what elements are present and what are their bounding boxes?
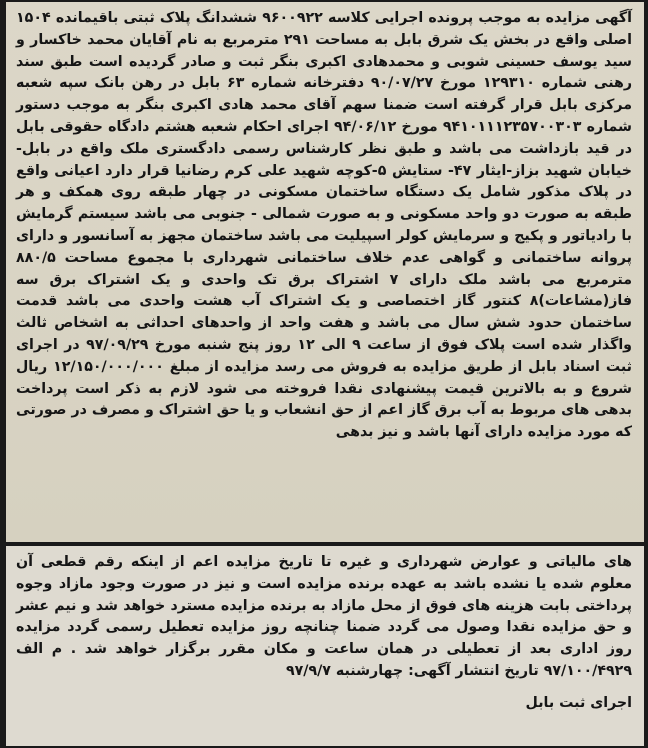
notice-clip-bottom (6, 546, 644, 746)
notice-body-bottom: های مالیاتی و عوارض شهرداری و غیره تا تاریخ مزایده اعم از اینکه رقم قطعی آن معلوم شده یا نشده باشد به عهده برنده مزایده است و نیز در صورت وجود مازاد وجوه پرداختی بابت هزینه های فوق از محل مازاد به برنده مزایده مسترد خواهد شد و نیم عشر و حق مزایده نقدا وصول می گردد ضمنا چنانچه روز مزایده تعطیل رسمی گردد مزایده روز اداری بعد از تعطیلی در همان ساعت و مکان مقرر برگزار خواهد شد . م الف ۹۷/۱۰۰/۴۹۲۹ تاریخ انتشار آگهی: چهارشنبه ۹۷/۹/۷ (16, 554, 632, 679)
notice-signature: اجرای ثبت بابل (525, 694, 632, 711)
notice-body-top: آگهی مزایده به موجب پرونده اجرایی کلاسه ۹۶۰۰۹۲۲ ششدانگ پلاک ثبتی باقیمانده ۱۵۰۴ اصلی واقع در بخش یک شرق بابل به مساحت ۲۹۱ مترمربع به نام آقایان محمد خاکسار و سید یوسف حسینی شوبی و محمدهادی اکبری بنگر ثبت و صادر گردیده است طبق سند رهنی شماره ۱۲۹۳۱۰ مورخ ۹۰/۰۷/۲۷ دفترخانه شماره ۶۳ بابل در رهن بانک سپه شعبه مرکزی بابل قرار گرفته است ضمنا سهم آقای محمد هادی اکبری بنگر به موجب دستور شماره ۹۴۱۰۱۱۱۲۳۵۷۰۰۳۰۳ مورخ ۹۴/۰۶/۱۲ اجرای احکام شعبه هشتم دادگاه حقوقی بابل در قید بازداشت می باشد و طبق نظر کارشناس رسمی دادگستری ملک واقع در بابل- خیابان شهید بزاز-ایثار ۴۷- ستایش ۵-کوچه شهید علی کرم رضانیا قرار دارد اعیانی واقع در پلاک مذکور شامل یک دستگاه ساختمان مسکونی در چهار طبقه روی همکف و هر طبقه به صورت دو واحد مسکونی و به صورت شمالی - جنوبی می باشد سیستم گرمایش با رادیاتور و پکیج و سرمایش کولر اسپیلیت می باشد ساختمان مجهز به آسانسور و دارای پروانه ساختمانی و گواهی عدم خلاف ساختمانی شهرداری با مجموع مساحت ۸۸۰/۵ مترمربع می باشد ملک دارای ۷ اشتراک برق تک واحدی و یک اشتراک برق سه فاز(مشاعات)۸ کنتور گاز اختصاصی و یک اشتراک آب هشت واحدی می باشد قدمت ساختمان حدود شش سال می باشد و هفت واحد از واحدهای احداثی به اشخاص ثالث واگذار شده است پلاک فوق از ساعت ۹ الی ۱۲ روز پنج شنبه مورخ ۹۷/۰۹/۲۹ در اجرای ثبت اسناد بابل از طریق مزایده به فروش می رسد مزایده از مبلغ ۱۲/۱۵۰/۰۰۰/۰۰۰ ریال شروع و به بالاترین قیمت پیشنهادی نقدا فروخته می شود لازم به ذکر است پرداخت بدهی های مربوط به آب برق گاز اعم از حق انشعاب و یا حق اشتراک و مصرف در صورتی که مورد مزایده دارای آنها باشد و نیز بدهی (16, 10, 633, 441)
notice-clip-top (6, 2, 644, 542)
